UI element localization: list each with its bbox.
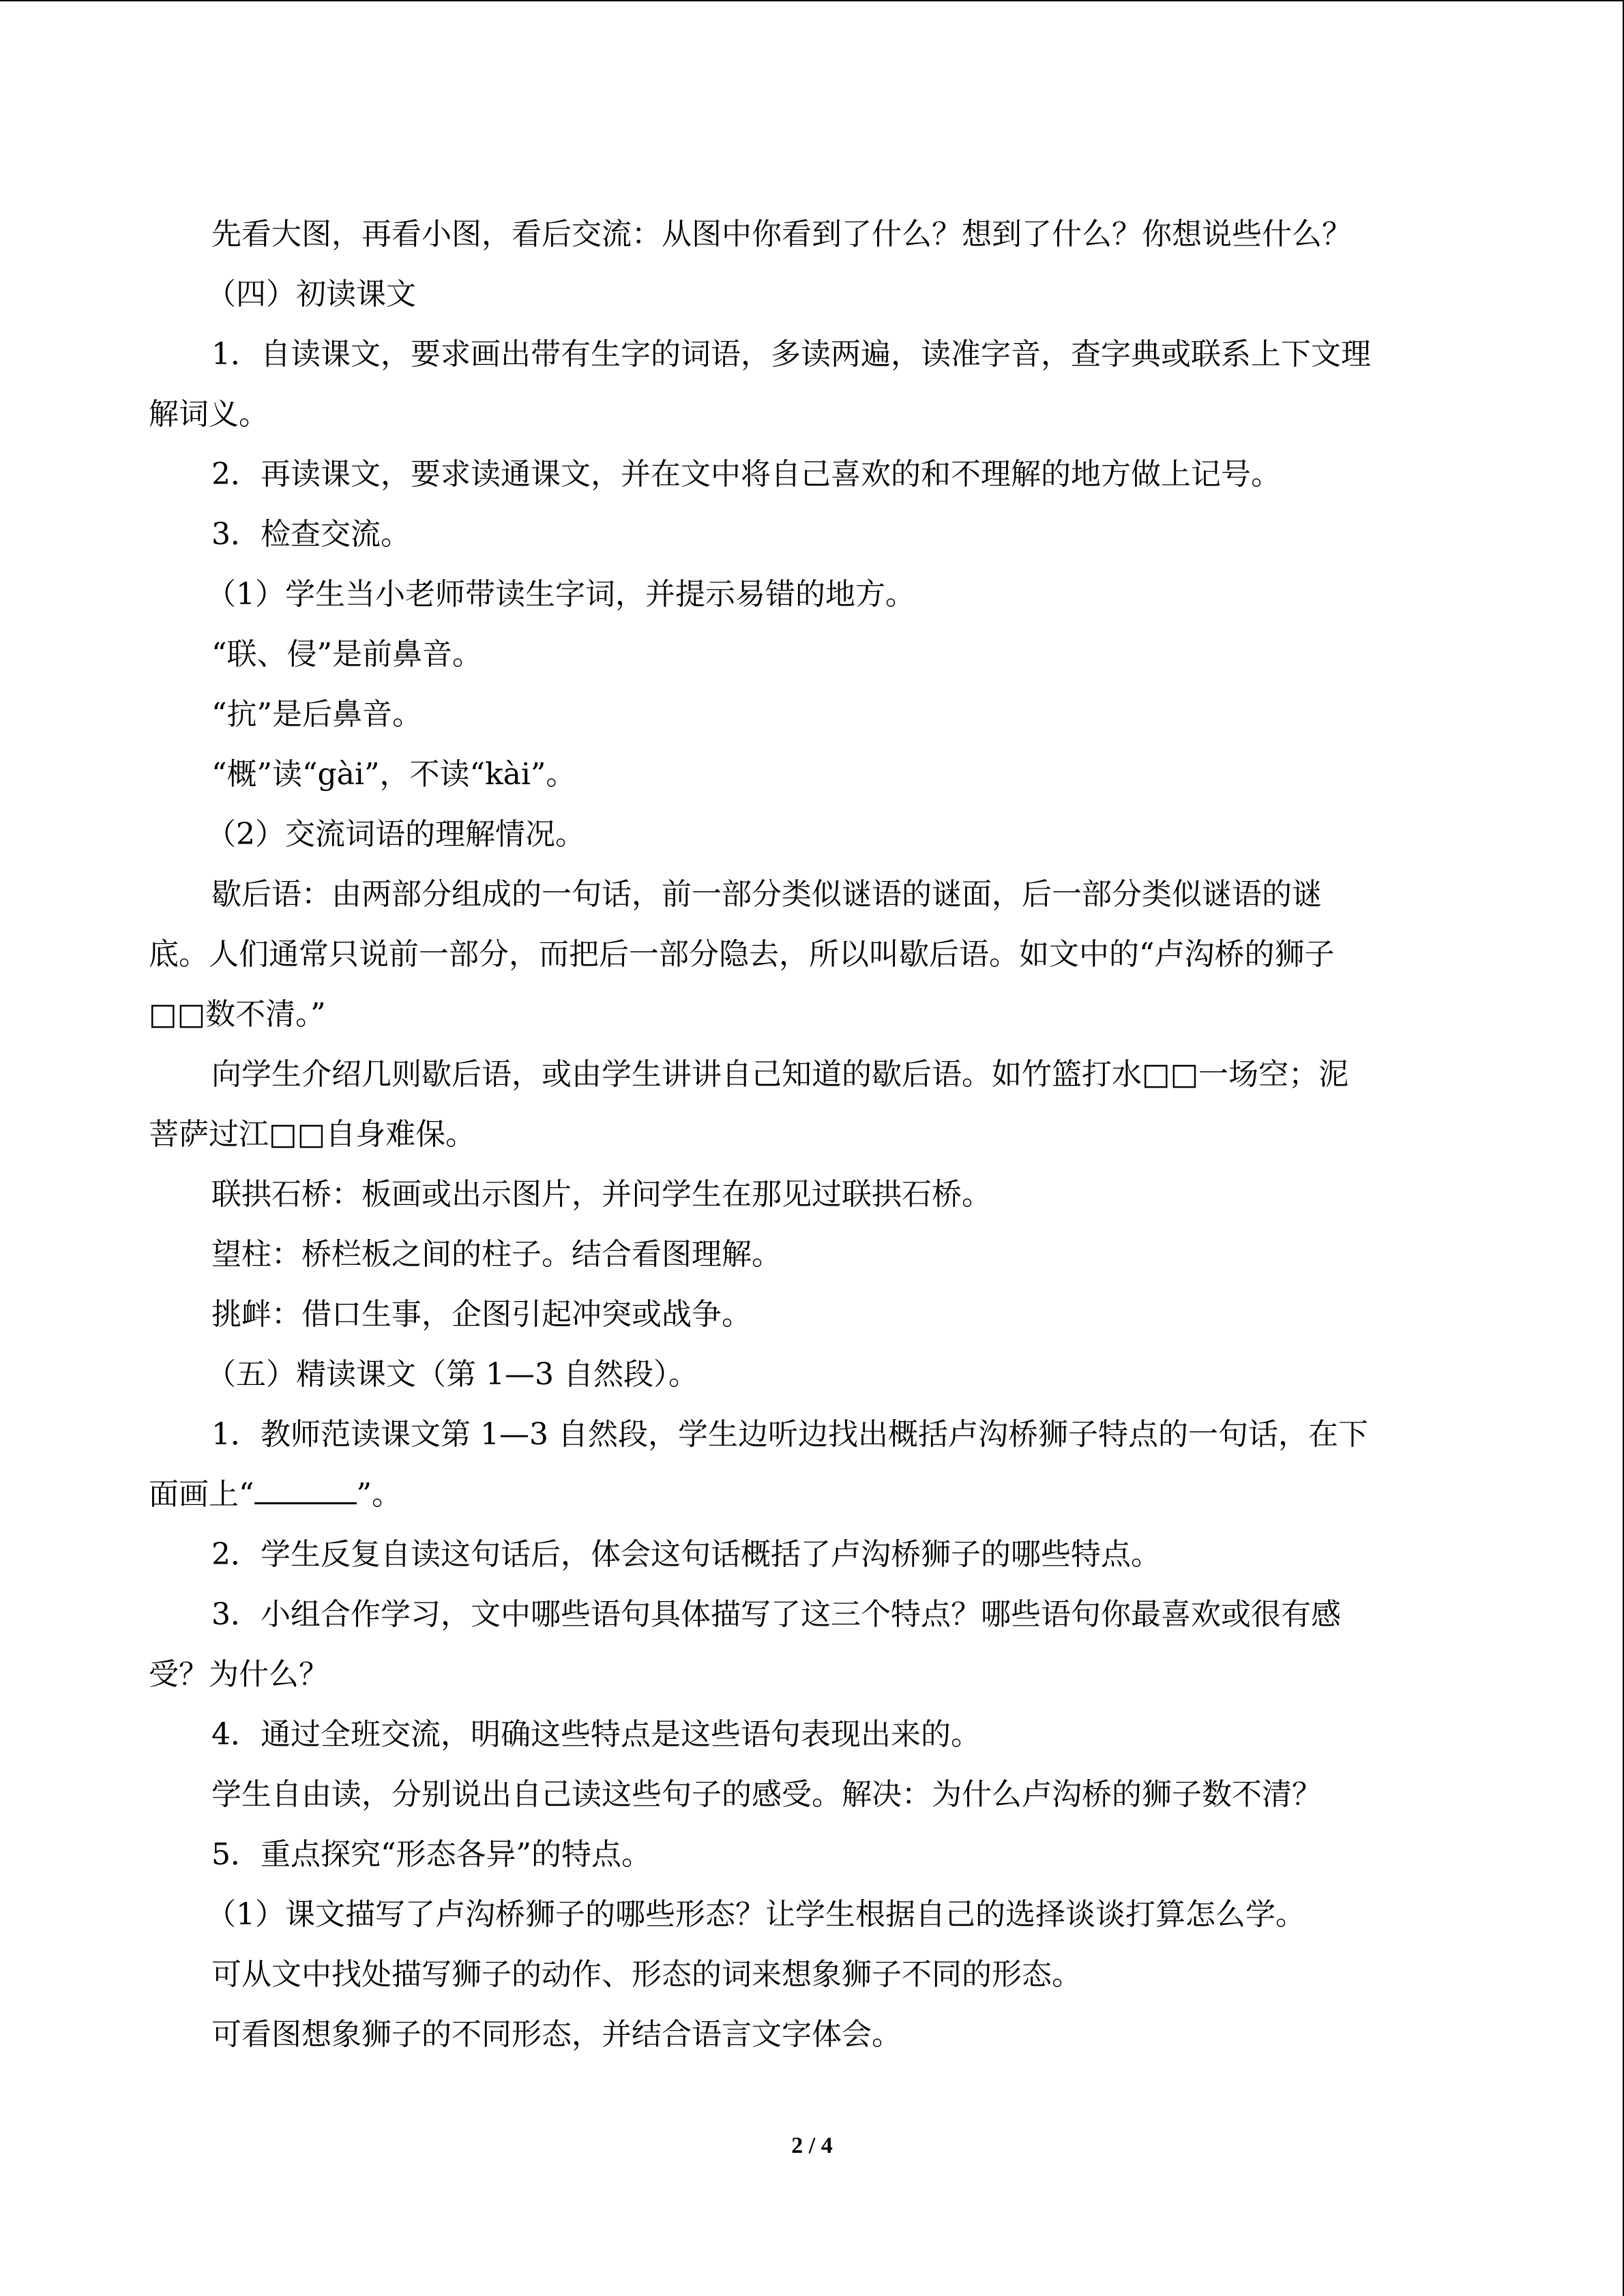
text-line [149, 565, 1475, 625]
text-line-content: 先看大图，再看小图，看后交流：从图中你看到了什么？想到了什么？你想说些什么？ [211, 217, 1352, 252]
document-body [149, 205, 1475, 2065]
text-line [149, 1165, 1475, 1225]
text-line-content: 2．学生反复自读这句话后，体会这句话概括了卢沟桥狮子的哪些特点。 [211, 1537, 1161, 1572]
text-line-content: （五）精读课文（第 1—3 自然段）。 [206, 1357, 698, 1392]
text-line-content: “联、侵”是前鼻音。 [211, 637, 482, 672]
text-line [149, 1765, 1475, 1825]
text-line-content: 底。人们通常只说前一部分，而把后一部分隐去，所以叫歇后语。如文中的“卢沟桥的狮子 [149, 937, 1335, 972]
text-line-content: 4．通过全班交流，明确这些特点是这些语句表现出来的。 [211, 1717, 981, 1752]
text-line [149, 925, 1475, 985]
text-line [149, 445, 1475, 505]
text-line-content: “概”读“gài”，不读“kài”。 [211, 757, 576, 792]
text-line [149, 1045, 1475, 1105]
page-top-border [0, 0, 1624, 1]
text-line-content: 面画上“ [149, 1477, 254, 1512]
text-line-content: 可从文中找处描写狮子的动作、形态的词来想象狮子不同的形态。 [211, 1957, 1082, 1992]
text-line-content: 解词义。 [149, 397, 269, 432]
text-line [149, 265, 1475, 325]
text-line [149, 685, 1475, 745]
text-line-content: 1．自读课文，要求画出带有生字的词语，多读两遍，读准字音，查字典或联系上下文理 [211, 337, 1371, 372]
text-line-content: （四）初读课文 [206, 277, 416, 312]
text-line-content: 受？为什么？ [149, 1657, 329, 1692]
text-line-content: 3．小组合作学习，文中哪些语句具体描写了这三个特点？哪些语句你最喜欢或很有感 [211, 1597, 1341, 1632]
text-line-content: （1）课文描写了卢沟桥狮子的哪些形态？让学生根据自己的选择谈谈打算怎么学。 [206, 1897, 1305, 1932]
text-line [149, 1945, 1475, 2005]
text-line-content: 挑衅：借口生事，企图引起冲突或战争。 [211, 1297, 752, 1332]
text-line [149, 1105, 1475, 1165]
page-number: 2 / 4 [791, 2133, 833, 2158]
text-line [149, 1465, 1475, 1525]
text-line-content: 望柱：桥栏板之间的柱子。结合看图理解。 [211, 1237, 782, 1272]
text-line-content: （2）交流词语的理解情况。 [206, 817, 585, 852]
text-line [149, 985, 1475, 1045]
text-line [149, 745, 1475, 805]
fill-in-blank [254, 1479, 357, 1504]
text-line [149, 1405, 1475, 1465]
text-line-content: □□数不清。” [149, 997, 326, 1032]
text-line [149, 865, 1475, 925]
text-line-content: 可看图想象狮子的不同形态，并结合语言文字体会。 [211, 2017, 902, 2052]
text-line-content: 向学生介绍几则歇后语，或由学生讲讲自己知道的歇后语。如竹篮打水□□一场空；泥 [211, 1057, 1349, 1092]
text-line-content: （1）学生当小老师带读生字词，并提示易错的地方。 [206, 577, 915, 612]
text-line-content: 2．再读课文，要求读通课文，并在文中将自己喜欢的和不理解的地方做上记号。 [211, 457, 1281, 492]
text-line [149, 1705, 1475, 1765]
text-line [149, 625, 1475, 685]
text-line-content: 1．教师范读课文第 1—3 自然段，学生边听边找出概括卢沟桥狮子特点的一句话，在下 [211, 1417, 1368, 1452]
text-line [149, 1285, 1475, 1345]
text-line-content: 歇后语：由两部分组成的一句话，前一部分类似谜语的谜面，后一部分类似谜语的谜 [211, 877, 1322, 912]
text-line [149, 1585, 1475, 1645]
text-line [149, 1345, 1475, 1405]
text-line-content: 联拱石桥：板画或出示图片，并问学生在那见过联拱石桥。 [211, 1177, 992, 1212]
text-line [149, 385, 1475, 445]
text-line [149, 205, 1475, 265]
text-line [149, 1225, 1475, 1285]
text-line [149, 505, 1475, 565]
text-line-suffix: ”。 [356, 1477, 402, 1512]
text-line [149, 325, 1475, 385]
text-line [149, 1885, 1475, 1945]
text-line-content: 5．重点探究“形态各异”的特点。 [211, 1837, 651, 1872]
text-line-content: “抗”是后鼻音。 [211, 697, 422, 732]
text-line [149, 1525, 1475, 1585]
text-line-content: 3．检查交流。 [211, 517, 411, 552]
text-line [149, 1825, 1475, 1885]
text-line-content: 菩萨过江□□自身难保。 [149, 1117, 476, 1152]
text-line [149, 2005, 1475, 2065]
text-line-content: 学生自由读，分别说出自己读这些句子的感受。解决：为什么卢沟桥的狮子数不清？ [211, 1777, 1322, 1812]
text-line [149, 805, 1475, 865]
text-line [149, 1645, 1475, 1705]
